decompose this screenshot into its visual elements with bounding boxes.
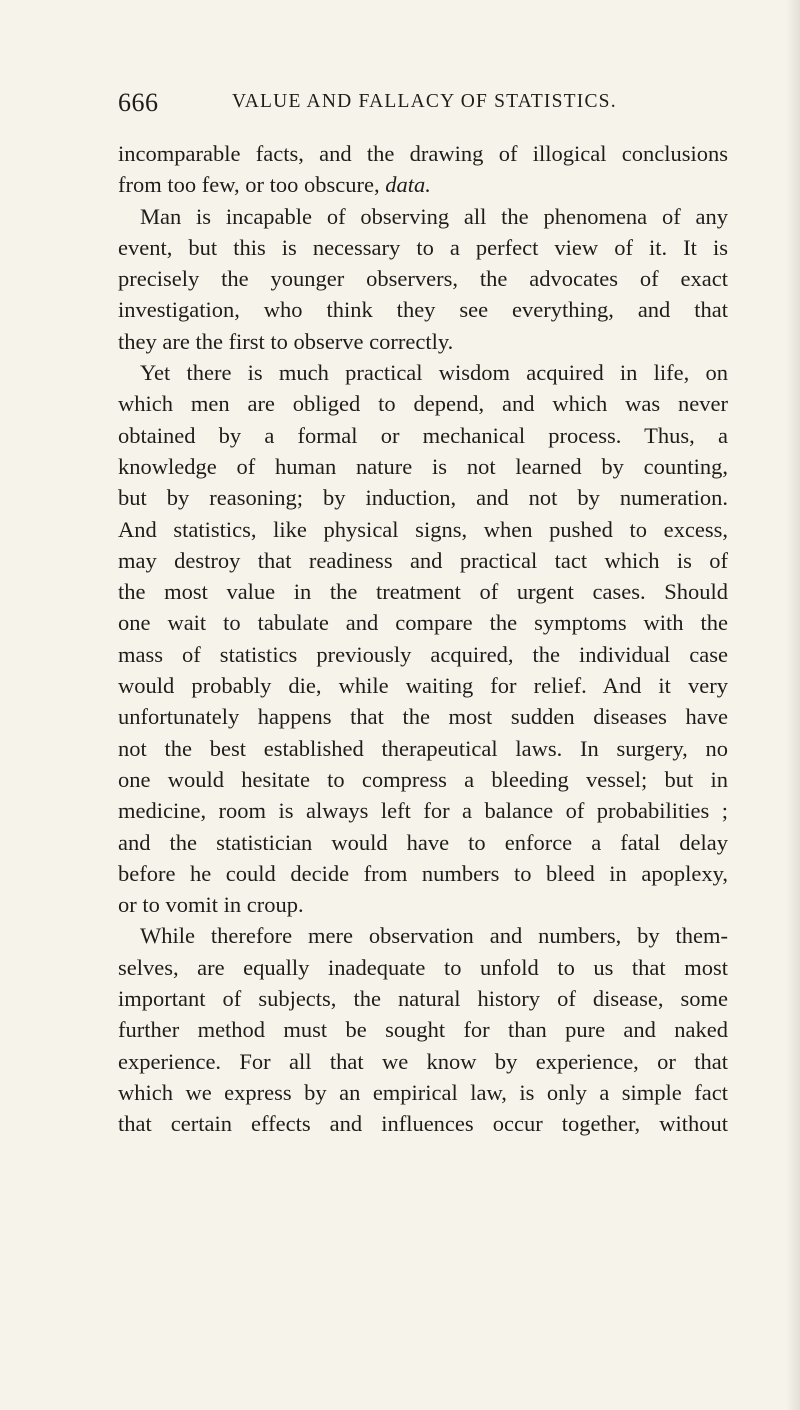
text-line: experience. For all that we know by experience, or that (118, 1048, 728, 1074)
text-line-part: from too few, or too obscure, (118, 172, 380, 198)
text-line: Yet there is much practical wisdom acquired in life, on (140, 360, 728, 386)
text-line: And statistics, like physical signs, when pushed to excess, (118, 516, 728, 542)
text-line: which we express by an empirical law, is only a simple fact (118, 1079, 728, 1105)
text-line: further method must be sought for than pure and naked (118, 1017, 728, 1043)
text-line: obtained by a formal or mechanical process. Thus, a (118, 422, 728, 448)
running-head: VALUE AND FALLACY OF STATISTICS. (232, 91, 617, 112)
text-line: would probably die, while waiting for relief. And it very (118, 673, 728, 699)
text-line: medicine, room is always left for a balance of probabilities ; (118, 798, 728, 824)
text-line: which men are obliged to depend, and which was never (118, 391, 728, 417)
text-line: While therefore mere observation and numbers, by them- (140, 923, 728, 949)
text-line: selves, are equally inadequate to unfold to us that most (118, 954, 728, 980)
text-line: event, but this is necessary to a perfect view of it. It is (118, 234, 728, 260)
page-number: 666 (118, 88, 159, 117)
text-line: mass of statistics previously acquired, the individual case (118, 641, 728, 667)
text-line: investigation, who think they see everything, and that (118, 297, 728, 323)
text-line: may destroy that readiness and practical tact which is of (118, 547, 728, 573)
text-line: the most value in the treatment of urgent cases. Should (118, 579, 728, 605)
text-line: incomparable facts, and the drawing of illogical conclusions (118, 141, 728, 166)
page-header (118, 88, 718, 128)
text-line: before he could decide from numbers to bleed in apoplexy, (118, 860, 728, 886)
text-line: precisely the younger observers, the advocates of exact (118, 266, 728, 292)
text-line: knowledge of human nature is not learned by counting, (118, 453, 728, 479)
text-line: Man is incapable of observing all the phenomena of any (140, 203, 728, 229)
text-line: that certain effects and influences occur together, without (118, 1111, 728, 1137)
text-line (118, 169, 728, 200)
text-line: not the best established therapeutical laws. In surgery, no (118, 735, 728, 761)
body-text (118, 138, 728, 1378)
text-line: important of subjects, the natural history of disease, some (118, 986, 728, 1012)
text-line: and the statistician would have to enforce a fatal delay (118, 829, 728, 855)
text-line: they are the first to observe correctly. (118, 328, 454, 354)
text-line: one would hesitate to compress a bleeding vessel; but in (118, 766, 728, 792)
text-line: or to vomit in croup. (118, 892, 304, 918)
text-line: unfortunately happens that the most sudden diseases have (118, 704, 728, 730)
italic-word: data. (385, 172, 431, 198)
text-line: but by reasoning; by induction, and not by numeration. (118, 485, 728, 511)
text-line: one wait to tabulate and compare the symptoms with the (118, 610, 728, 636)
page-edge-shadow (786, 0, 800, 1410)
